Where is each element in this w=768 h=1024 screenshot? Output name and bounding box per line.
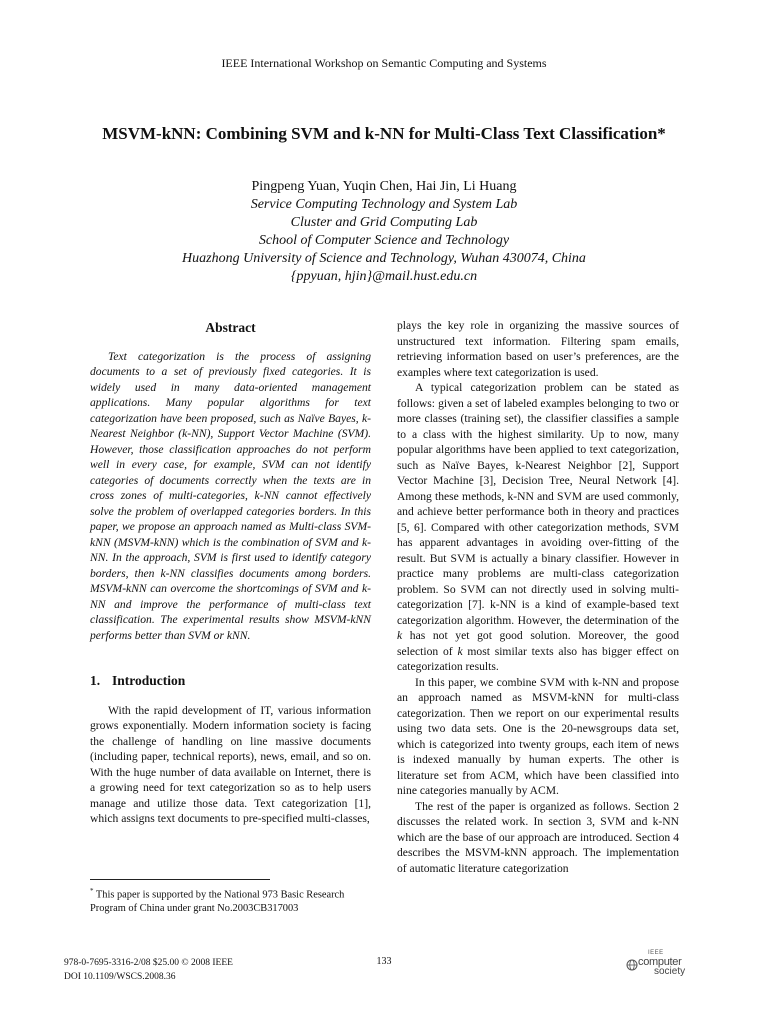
italic-k: k [457,644,463,658]
affiliation-line: Service Computing Technology and System Lab [250,197,518,212]
footnote-text: This paper is supported by the National 973 Basic Research Program of China under grant No.2003CB317003 [90,889,345,915]
paper-title: MSVM-kNN: Combining SVM and k-NN for Multi-Class Text Classification* [102,124,666,143]
footnote-divider [90,879,270,880]
body-text: A typical categorization problem can be stated as follows: given a set of labeled examples belonging to two or more classes (training set), the classifier classifies a sample to a class with the highest similarity. Up to now, many popular algorithms have been applied to text categorization, such as Naïve Bayes, k-Nearest Neighbor [2], Support Vector Machine [3], Decision Tree, Neural Network [4]. Among these methods, k-NN and SVM are used commonly, and achieve better performance both in theory and practices [5, 6]. Compared with other categorization methods, SVM has apparent advantages in avoiding over-fitting of the result. But SVM is actually a binary classifier. However in practice many problems are multi-class categorization problem. So SVM can not directly used in solving multi-categorization [7]. k-NN is a kind of example-based text categorization algorithm. However, the determination of the [397,381,679,627]
author-email: {ppyuan, hjin}@mail.hust.edu.cn [290,269,478,284]
body-text: most similar texts also has bigger effect on categorization results. [397,644,679,673]
affiliation-line: School of Computer Science and Technology [258,233,510,248]
abstract-heading: Abstract [205,320,256,335]
footer-doi: DOI 10.1109/WSCS.2008.36 [64,972,176,982]
affiliation-line: Huazhong University of Science and Technology, Wuhan 430074, China [182,251,586,266]
footer-citation [64,956,233,984]
workshop-header: IEEE International Workshop on Semantic Computing and Systems [221,56,547,70]
author-names: Pingpeng Yuan, Yuqin Chen, Hai Jin, Li Huang [251,179,517,194]
body-text: has not yet got good solution. Moreover, the good selection of [397,629,679,658]
affiliation-line: Cluster and Grid Computing Lab [290,215,478,230]
logo-ieee-text: IEEE [648,950,664,956]
body-paragraph [397,380,679,675]
globe-icon [626,959,638,971]
author-block [0,178,768,286]
footnote [90,884,375,916]
intro-paragraph: With the rapid development of IT, various information grows exponentially. Modern information society is facing the challenge of handling on line massive documents (including paper, technical reports), news, email, and so on. With the huge number of data available on Internet, there is a growing need for text categorization so as to help users manage and utilize those data. Text categorization [1], which assigns text documents to pre-specified multi-classes, [90,703,371,825]
body-paragraph: plays the key role in organizing the massive sources of unstructured text information. Filtering spam emails, retrieving information based on user’s preferences, are the examples where text categorization is used. [397,319,679,379]
footer-isbn: 978-0-7695-3316-2/08 $25.00 © 2008 IEEE [64,958,233,968]
body-paragraph: In this paper, we combine SVM with k-NN and propose an approach named as MSVM-kNN for multi-class categorization. Then we report on our experimental results using two data sets. One is the 20-newsgroups data set, which is categorized into twenty groups, each item of news is indexed manually by human experts. The other is literature set from ACM, which have been classified into nine categories manually by ACM. [397,675,679,797]
computer-society-logo [624,950,704,980]
footnote-mark: * [90,887,94,895]
right-column [397,318,679,876]
section-number: 1. [90,673,101,688]
page-number: 133 [376,956,392,967]
italic-k: k [397,629,403,642]
left-column [90,318,371,827]
section-heading-introduction [90,673,371,689]
abstract-text: Text categorization is the process of assigning documents to a set of previously fixed categories. It is widely used in many data-oriented management applications. Many popular algorithms for text categorization have been proposed, such as Naïve Bayes, k-Nearest Neighbor (k-NN), Support Vector Machine (SVM). However, those classification approaches do not perform well in every case, for example, SVM can not identify categories of documents correctly when the texts are in cross zones of multi-categories, k-NN cannot effectively solve the problem of overlapped categories borders. In this paper, we propose an approach named as Multi-class SVM-kNN (MSVM-kNN) which is the combination of SVM and k-NN. In the approach, SVM is first used to identify category borders, then k-NN classifies documents among borders. MSVM-kNN can overcome the shortcomings of SVM and k-NN and improve the performance of multi-class text classification. The experimental results show MSVM-kNN performs better than SVM or kNN. [90,349,371,642]
logo-society-text: society [654,966,686,977]
body-paragraph: The rest of the paper is organized as follows. Section 2 discusses the related work. In section 3, SVM and k-NN which are the base of our approach are introduced. Section 4 describes the MSVM-kNN approach. The implementation of automatic literature categorization [397,799,679,875]
section-title: Introduction [112,673,186,688]
logo-computer-text: computer [638,956,682,968]
